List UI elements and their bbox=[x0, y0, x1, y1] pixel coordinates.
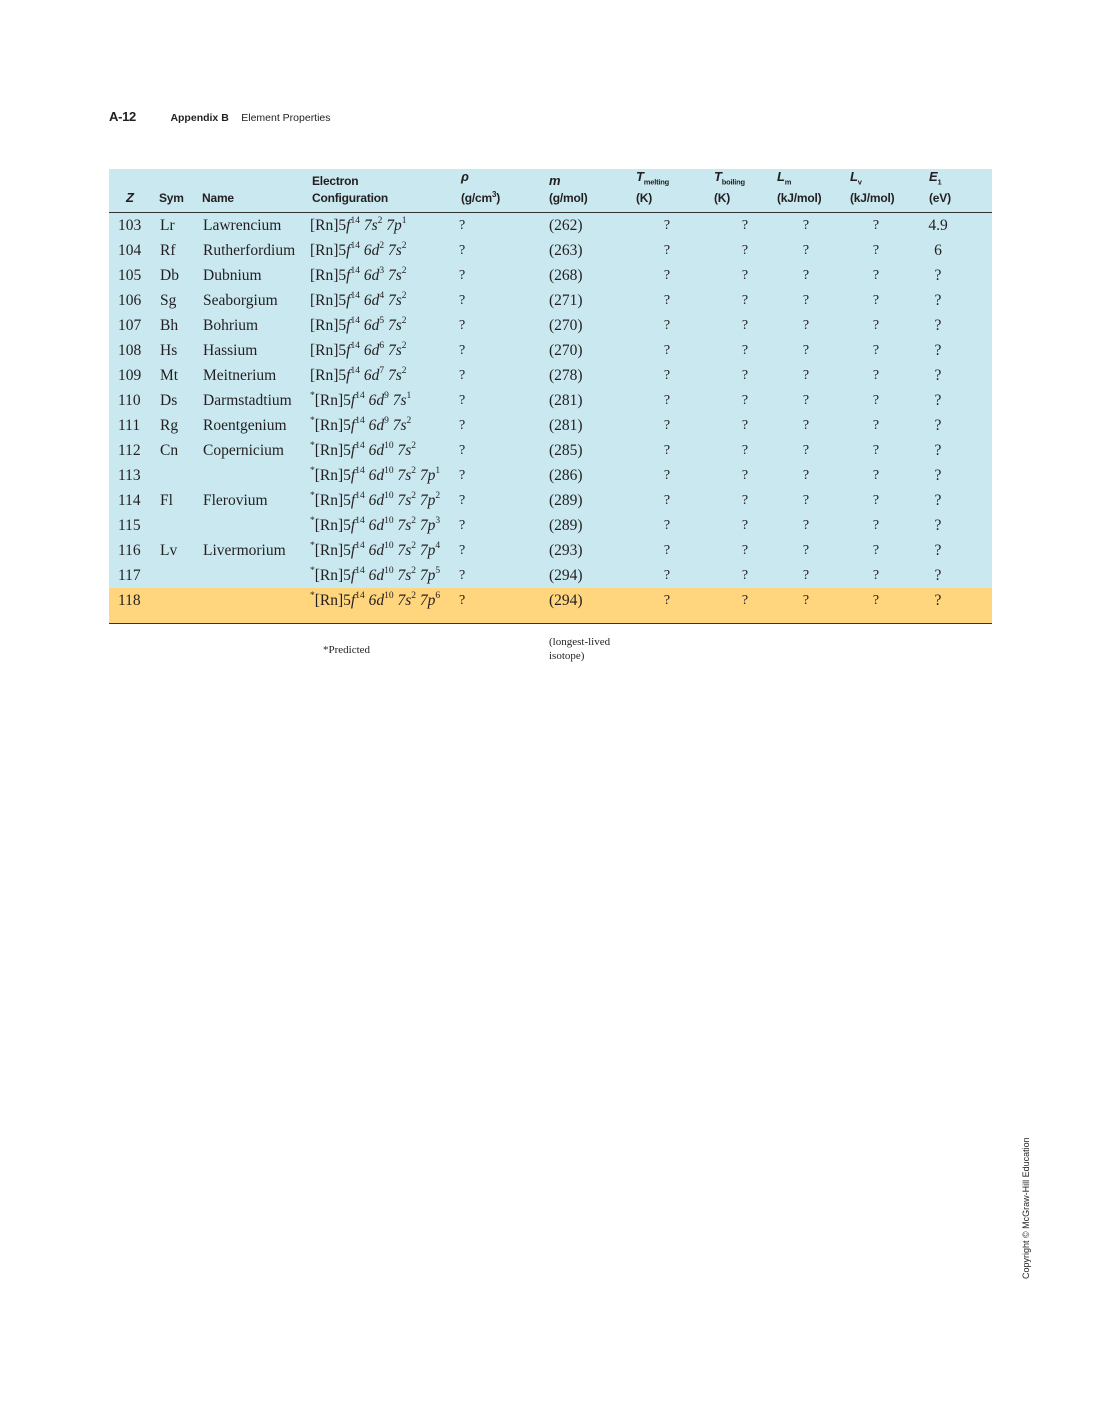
table-row bbox=[109, 563, 992, 588]
cell-tb: ? bbox=[741, 343, 749, 358]
table-row bbox=[109, 313, 992, 338]
cell-m: (281) bbox=[549, 392, 583, 409]
cell-z: 108 bbox=[118, 342, 142, 359]
cell-lv: ? bbox=[872, 268, 880, 283]
cell-tb: ? bbox=[741, 443, 749, 458]
cell-tm: ? bbox=[663, 568, 671, 583]
mass-footnote: (longest-lived isotope) bbox=[549, 636, 611, 662]
cell-tb: ? bbox=[741, 218, 749, 233]
table-row bbox=[109, 288, 992, 313]
cell-config: $[Rn]5f^{14}$ $6d^3$ $7s^2$ bbox=[310, 265, 407, 284]
cell-lm: ? bbox=[802, 293, 810, 308]
table-row bbox=[109, 513, 992, 538]
cell-name: Livermorium bbox=[203, 542, 286, 559]
cell-rho: ? bbox=[459, 468, 466, 483]
cell-e1: ? bbox=[934, 342, 942, 359]
cell-rho: ? bbox=[459, 368, 466, 383]
cell-e1: ? bbox=[934, 317, 942, 334]
header-t-melting: $T_{melting}$ (K) bbox=[636, 168, 670, 205]
appendix-label: Appendix B bbox=[170, 112, 229, 124]
cell-lv: ? bbox=[872, 318, 880, 333]
cell-rho: ? bbox=[459, 393, 466, 408]
cell-sym: Ds bbox=[160, 392, 178, 409]
cell-name: Copernicium bbox=[203, 442, 284, 459]
cell-lm: ? bbox=[802, 568, 810, 583]
cell-tb: ? bbox=[741, 543, 749, 558]
cell-tb: ? bbox=[741, 568, 749, 583]
cell-rho: ? bbox=[459, 343, 466, 358]
cell-lv: ? bbox=[872, 543, 880, 558]
table-row bbox=[109, 413, 992, 438]
table-row bbox=[109, 588, 992, 624]
cell-config: $[Rn]5f^{14}$ $7s^2$ $7p^1$ bbox=[310, 215, 407, 234]
cell-z: 107 bbox=[118, 317, 142, 334]
cell-e1: ? bbox=[934, 442, 942, 459]
cell-tm: ? bbox=[663, 593, 671, 608]
cell-e1: ? bbox=[934, 292, 942, 309]
cell-sym: Rf bbox=[160, 242, 176, 259]
cell-lm: ? bbox=[802, 243, 810, 258]
cell-lm: ? bbox=[802, 468, 810, 483]
cell-lm: ? bbox=[802, 393, 810, 408]
cell-e1: ? bbox=[934, 517, 942, 534]
header-z: Z bbox=[126, 190, 134, 205]
cell-lm: ? bbox=[802, 318, 810, 333]
cell-sym: Hs bbox=[160, 342, 178, 359]
header-lm: $L_m$ (kJ/mol) bbox=[777, 168, 822, 205]
cell-name: Roentgenium bbox=[203, 417, 287, 434]
header-sym: Sym bbox=[159, 191, 184, 205]
cell-config: $[Rn]5f^{14}$ $6d^4$ $7s^2$ bbox=[310, 290, 407, 309]
cell-tb: ? bbox=[741, 368, 749, 383]
cell-e1: ? bbox=[934, 417, 942, 434]
cell-lv: ? bbox=[872, 518, 880, 533]
cell-m: (270) bbox=[549, 342, 583, 359]
cell-name: Hassium bbox=[203, 342, 258, 359]
cell-lm: ? bbox=[802, 593, 810, 608]
cell-tb: ? bbox=[741, 318, 749, 333]
cell-tm: ? bbox=[663, 443, 671, 458]
cell-m: (294) bbox=[549, 567, 583, 584]
cell-z: 106 bbox=[118, 292, 142, 309]
cell-m: (281) bbox=[549, 417, 583, 434]
cell-config: $^*[Rn]5f^{14}$ $6d^{10}$ $7s^2$ bbox=[310, 440, 417, 459]
cell-tb: ? bbox=[741, 518, 749, 533]
cell-tb: ? bbox=[741, 493, 749, 508]
page-number: A-12 bbox=[109, 109, 136, 124]
cell-name: Meitnerium bbox=[203, 367, 277, 384]
cell-m: (289) bbox=[549, 517, 583, 534]
cell-lm: ? bbox=[802, 418, 810, 433]
cell-name: Lawrencium bbox=[203, 217, 282, 234]
cell-m: (285) bbox=[549, 442, 583, 459]
cell-tb: ? bbox=[741, 243, 749, 258]
cell-e1: ? bbox=[934, 542, 942, 559]
cell-m: (262) bbox=[549, 217, 583, 234]
copyright-notice: Copyright © McGraw-Hill Education bbox=[1021, 1137, 1031, 1279]
cell-config: $^*[Rn]5f^{14}$ $6d^{10}$ $7s^2$ $7p^1$ bbox=[310, 465, 441, 484]
cell-tm: ? bbox=[663, 368, 671, 383]
cell-m: (268) bbox=[549, 267, 583, 284]
cell-rho: ? bbox=[459, 543, 466, 558]
cell-rho: ? bbox=[459, 318, 466, 333]
cell-e1: ? bbox=[934, 592, 942, 609]
cell-lv: ? bbox=[872, 243, 880, 258]
cell-e1: ? bbox=[934, 392, 942, 409]
cell-lm: ? bbox=[802, 368, 810, 383]
table-row bbox=[109, 338, 992, 363]
cell-lv: ? bbox=[872, 593, 880, 608]
table-header bbox=[109, 169, 992, 213]
cell-tb: ? bbox=[741, 393, 749, 408]
cell-e1: ? bbox=[934, 267, 942, 284]
cell-tm: ? bbox=[663, 268, 671, 283]
cell-m: (286) bbox=[549, 467, 583, 484]
predicted-footnote: *Predicted bbox=[323, 644, 371, 656]
cell-e1: 6 bbox=[934, 242, 942, 259]
table-row bbox=[109, 488, 992, 513]
cell-name: Seaborgium bbox=[203, 292, 278, 309]
cell-lv: ? bbox=[872, 343, 880, 358]
header-density: ρ $(g/cm^3)$ bbox=[461, 169, 501, 205]
cell-z: 116 bbox=[118, 542, 141, 559]
cell-m: (263) bbox=[549, 242, 583, 259]
cell-z: 104 bbox=[118, 242, 142, 259]
cell-z: 105 bbox=[118, 267, 142, 284]
cell-lm: ? bbox=[802, 543, 810, 558]
cell-m: (294) bbox=[549, 592, 583, 609]
cell-lv: ? bbox=[872, 493, 880, 508]
cell-tm: ? bbox=[663, 518, 671, 533]
header-config: Electron Configuration bbox=[312, 174, 389, 205]
cell-rho: ? bbox=[459, 268, 466, 283]
header-lv: $L_v$ (kJ/mol) bbox=[850, 168, 895, 205]
cell-tm: ? bbox=[663, 318, 671, 333]
cell-tm: ? bbox=[663, 493, 671, 508]
cell-sym: Fl bbox=[160, 492, 173, 509]
cell-tm: ? bbox=[663, 218, 671, 233]
cell-config: $^*[Rn]5f^{14}$ $6d^9$ $7s^1$ bbox=[310, 390, 412, 409]
cell-sym: Db bbox=[160, 267, 179, 284]
cell-config: $^*[Rn]5f^{14}$ $6d^{10}$ $7s^2$ $7p^2$ bbox=[310, 490, 441, 509]
cell-config: $^*[Rn]5f^{14}$ $6d^9$ $7s^2$ bbox=[310, 415, 412, 434]
cell-tm: ? bbox=[663, 543, 671, 558]
cell-name: Dubnium bbox=[203, 267, 262, 284]
cell-config: $^*[Rn]5f^{14}$ $6d^{10}$ $7s^2$ $7p^5$ bbox=[310, 565, 441, 584]
cell-name: Flerovium bbox=[203, 492, 268, 509]
cell-e1: ? bbox=[934, 367, 942, 384]
cell-lm: ? bbox=[802, 443, 810, 458]
cell-lv: ? bbox=[872, 368, 880, 383]
cell-config: $[Rn]5f^{14}$ $6d^6$ $7s^2$ bbox=[310, 340, 407, 359]
cell-config: $^*[Rn]5f^{14}$ $6d^{10}$ $7s^2$ $7p^3$ bbox=[310, 515, 441, 534]
cell-z: 113 bbox=[118, 467, 141, 484]
cell-rho: ? bbox=[459, 293, 466, 308]
cell-z: 115 bbox=[118, 517, 141, 534]
cell-lv: ? bbox=[872, 218, 880, 233]
cell-config: $[Rn]5f^{14}$ $6d^7$ $7s^2$ bbox=[310, 365, 407, 384]
cell-tb: ? bbox=[741, 268, 749, 283]
cell-sym: Sg bbox=[160, 292, 177, 309]
table-row bbox=[109, 438, 992, 463]
cell-rho: ? bbox=[459, 518, 466, 533]
table-row bbox=[109, 538, 992, 563]
cell-z: 111 bbox=[118, 417, 141, 434]
cell-rho: ? bbox=[459, 443, 466, 458]
running-head bbox=[109, 108, 331, 126]
table-footnotes bbox=[109, 633, 992, 673]
table-row bbox=[109, 363, 992, 388]
cell-sym: Cn bbox=[160, 442, 179, 459]
cell-m: (271) bbox=[549, 292, 583, 309]
cell-rho: ? bbox=[459, 218, 466, 233]
table-row bbox=[109, 388, 992, 413]
cell-lm: ? bbox=[802, 268, 810, 283]
element-properties-table bbox=[109, 169, 992, 624]
cell-sym: Mt bbox=[160, 367, 179, 384]
cell-tm: ? bbox=[663, 393, 671, 408]
cell-z: 103 bbox=[118, 217, 142, 234]
cell-e1: ? bbox=[934, 492, 942, 509]
cell-z: 118 bbox=[118, 592, 141, 609]
cell-lv: ? bbox=[872, 418, 880, 433]
header-mass: m (g/mol) bbox=[549, 173, 588, 205]
cell-m: (289) bbox=[549, 492, 583, 509]
cell-tm: ? bbox=[663, 468, 671, 483]
cell-tm: ? bbox=[663, 243, 671, 258]
cell-e1: ? bbox=[934, 467, 942, 484]
cell-lm: ? bbox=[802, 493, 810, 508]
table-row bbox=[109, 263, 992, 288]
cell-m: (293) bbox=[549, 542, 583, 559]
cell-config: $[Rn]5f^{14}$ $6d^5$ $7s^2$ bbox=[310, 315, 407, 334]
cell-lm: ? bbox=[802, 218, 810, 233]
header-e1: $E_1$ (eV) bbox=[929, 168, 951, 205]
cell-lm: ? bbox=[802, 343, 810, 358]
table-body bbox=[109, 213, 992, 624]
cell-sym: Bh bbox=[160, 317, 179, 334]
cell-config: $^*[Rn]5f^{14}$ $6d^{10}$ $7s^2$ $7p^4$ bbox=[310, 540, 441, 559]
cell-rho: ? bbox=[459, 243, 466, 258]
cell-z: 112 bbox=[118, 442, 141, 459]
cell-tb: ? bbox=[741, 293, 749, 308]
cell-config: $^*[Rn]5f^{14}$ $6d^{10}$ $7s^2$ $7p^6$ bbox=[310, 590, 441, 609]
cell-name: Rutherfordium bbox=[203, 242, 296, 259]
cell-lv: ? bbox=[872, 568, 880, 583]
cell-z: 114 bbox=[118, 492, 141, 509]
cell-tb: ? bbox=[741, 468, 749, 483]
cell-sym: Lv bbox=[160, 542, 178, 559]
cell-sym: Rg bbox=[160, 417, 179, 434]
cell-tb: ? bbox=[741, 593, 749, 608]
cell-z: 110 bbox=[118, 392, 141, 409]
header-t-boiling: $T_{boiling}$ (K) bbox=[714, 168, 745, 205]
cell-e1: 4.9 bbox=[928, 217, 948, 234]
header-name: Name bbox=[202, 191, 234, 205]
cell-tb: ? bbox=[741, 418, 749, 433]
table-row bbox=[109, 238, 992, 263]
cell-z: 109 bbox=[118, 367, 142, 384]
cell-rho: ? bbox=[459, 493, 466, 508]
cell-tm: ? bbox=[663, 418, 671, 433]
cell-z: 117 bbox=[118, 567, 141, 584]
cell-sym: Lr bbox=[160, 217, 175, 234]
cell-lv: ? bbox=[872, 393, 880, 408]
table-row bbox=[109, 213, 992, 238]
cell-name: Bohrium bbox=[203, 317, 259, 334]
section-title: Element Properties bbox=[241, 112, 331, 124]
cell-lv: ? bbox=[872, 468, 880, 483]
cell-lm: ? bbox=[802, 518, 810, 533]
cell-e1: ? bbox=[934, 567, 942, 584]
cell-lv: ? bbox=[872, 293, 880, 308]
cell-rho: ? bbox=[459, 568, 466, 583]
cell-m: (278) bbox=[549, 367, 583, 384]
cell-config: $[Rn]5f^{14}$ $6d^2$ $7s^2$ bbox=[310, 240, 407, 259]
cell-m: (270) bbox=[549, 317, 583, 334]
cell-name: Darmstadtium bbox=[203, 392, 292, 409]
cell-tm: ? bbox=[663, 293, 671, 308]
cell-rho: ? bbox=[459, 593, 466, 608]
cell-rho: ? bbox=[459, 418, 466, 433]
cell-tm: ? bbox=[663, 343, 671, 358]
cell-lv: ? bbox=[872, 443, 880, 458]
table-row bbox=[109, 463, 992, 488]
